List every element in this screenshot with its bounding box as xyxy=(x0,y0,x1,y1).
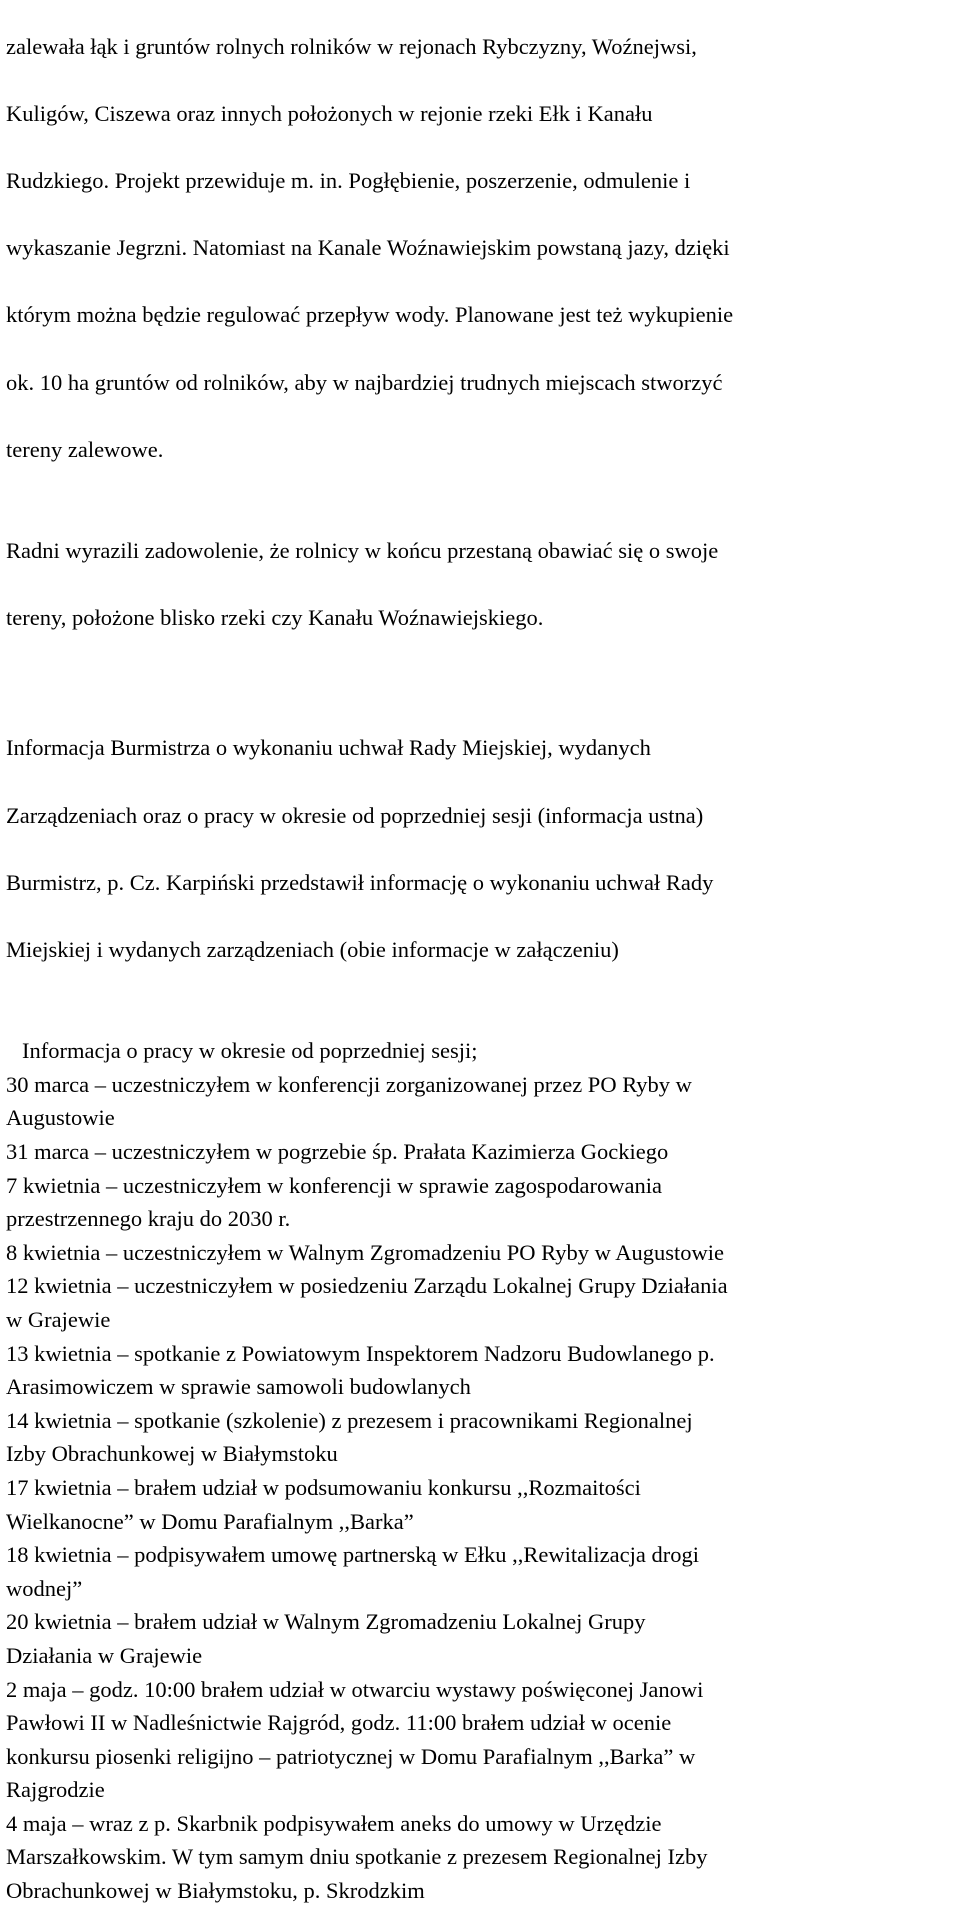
activity-list xyxy=(6,1068,958,1908)
section-mayor-report xyxy=(6,698,958,1000)
text-line: tereny, położone blisko rzeki czy Kanału Woźnawiejskiego. xyxy=(6,604,544,630)
activity-entry xyxy=(6,1673,958,1807)
text-line: Marszałkowskim. W tym samym dniu spotkanie z prezesem Regionalnej Izby xyxy=(6,1844,708,1870)
text-line: Miejskiej i wydanych zarządzeniach (obie informacje w załączeniu) xyxy=(6,937,619,963)
activity-entry xyxy=(6,1337,958,1404)
text-line: Rajgrodzie xyxy=(6,1777,105,1803)
activity-entry xyxy=(6,1807,958,1908)
text-line: przestrzennego kraju do 2030 r. xyxy=(6,1206,291,1232)
text-line: Działania w Grajewie xyxy=(6,1642,203,1668)
text-line: 7 kwietnia – uczestniczyłem w konferencji w sprawie zagospodarowania xyxy=(6,1172,663,1198)
text-line: 2 maja – godz. 10:00 brałem udział w otwarciu wystawy poświęconej Janowi xyxy=(6,1676,704,1702)
activity-entry xyxy=(6,1605,958,1672)
text-line: Pawłowi II w Nadleśnictwie Rajgród, godz. 11:00 brałem udział w ocenie xyxy=(6,1710,672,1736)
text-line: zalewała łąk i gruntów rolnych rolników w rejonach Rybczyzny, Woźnejwsi, xyxy=(6,33,697,59)
report-heading: Informacja o pracy w okresie od poprzedniej sesji; xyxy=(22,1038,478,1064)
text-line: Arasimowiczem w sprawie samowoli budowlanych xyxy=(6,1374,471,1400)
activity-entry xyxy=(6,1404,958,1471)
text-line: Obrachunkowej w Białymstoku, p. Skrodzkim xyxy=(6,1878,425,1904)
paragraph-councillors-satisfaction xyxy=(6,500,958,668)
text-line: Kuligów, Ciszewa oraz innych położonych w rejonie rzeki Ełk i Kanału xyxy=(6,100,653,126)
text-line: 30 marca – uczestniczyłem w konferencji zorganizowanej przez PO Ryby w xyxy=(6,1071,692,1097)
paragraph-spacer xyxy=(6,1000,958,1034)
activity-entry xyxy=(6,1068,958,1135)
text-line: konkursu piosenki religijno – patriotycznej w Domu Parafialnym ,,Barka” w xyxy=(6,1743,696,1769)
text-line: 13 kwietnia – spotkanie z Powiatowym Inspektorem Nadzoru Budowlanego p. xyxy=(6,1340,715,1366)
text-line: wodnej” xyxy=(6,1575,83,1601)
text-line: 17 kwietnia – brałem udział w podsumowaniu konkursu ,,Rozmaitości xyxy=(6,1474,641,1500)
text-line: Izby Obrachunkowej w Białymstoku xyxy=(6,1441,338,1467)
text-line: 20 kwietnia – brałem udział w Walnym Zgromadzeniu Lokalnej Grupy xyxy=(6,1609,646,1635)
text-line: 12 kwietnia – uczestniczyłem w posiedzeniu Zarządu Lokalnej Grupy Działania xyxy=(6,1273,728,1299)
text-line: którym można będzie regulować przepływ wody. Planowane jest też wykupienie xyxy=(6,302,734,328)
text-line: tereny zalewowe. xyxy=(6,436,164,462)
text-line: Burmistrz, p. Cz. Karpiński przedstawił informację o wykonaniu uchwał Rady xyxy=(6,869,714,895)
text-line: 14 kwietnia – spotkanie (szkolenie) z prezesem i pracownikami Regionalnej xyxy=(6,1407,693,1433)
text-line: 18 kwietnia – podpisywałem umowę partnerską w Ełku ,,Rewitalizacja drogi xyxy=(6,1542,699,1568)
text-line: wykaszanie Jegrzni. Natomiast na Kanale Woźnawiejskim powstaną jazy, dzięki xyxy=(6,235,730,261)
activity-entry xyxy=(6,1269,958,1336)
activity-entry xyxy=(6,1538,958,1605)
text-line: ok. 10 ha gruntów od rolników, aby w najbardziej trudnych miejscach stworzyć xyxy=(6,369,723,395)
text-line: Rudzkiego. Projekt przewiduje m. in. Pogłębienie, poszerzenie, odmulenie i xyxy=(6,167,691,193)
text-line: Augustowie xyxy=(6,1105,115,1131)
activity-entry xyxy=(6,1135,958,1169)
text-line: Zarządzeniach oraz o pracy w okresie od poprzedniej sesji (informacja ustna) xyxy=(6,802,704,828)
activity-entry xyxy=(6,1236,958,1270)
text-line: 4 maja – wraz z p. Skarbnik podpisywałem aneks do umowy w Urzędzie xyxy=(6,1810,662,1836)
paragraph-spacer xyxy=(6,668,958,698)
activity-entry xyxy=(6,1471,958,1538)
paragraph-flood-project xyxy=(6,0,958,500)
activity-entry xyxy=(6,1169,958,1236)
section-title: Informacja Burmistrza o wykonaniu uchwał Rady Miejskiej, wydanych xyxy=(6,735,651,761)
text-line: 31 marca – uczestniczyłem w pogrzebie śp. Prałata Kazimierza Gockiego xyxy=(6,1139,669,1164)
text-line: Wielkanocne” w Domu Parafialnym ,,Barka” xyxy=(6,1508,414,1534)
text-line: Radni wyrazili zadowolenie, że rolnicy w końcu przestaną obawiać się o swoje xyxy=(6,537,719,563)
document-page xyxy=(6,0,958,1908)
text-line: w Grajewie xyxy=(6,1306,111,1332)
text-line: 8 kwietnia – uczestniczyłem w Walnym Zgromadzeniu PO Ryby w Augustowie xyxy=(6,1239,724,1265)
